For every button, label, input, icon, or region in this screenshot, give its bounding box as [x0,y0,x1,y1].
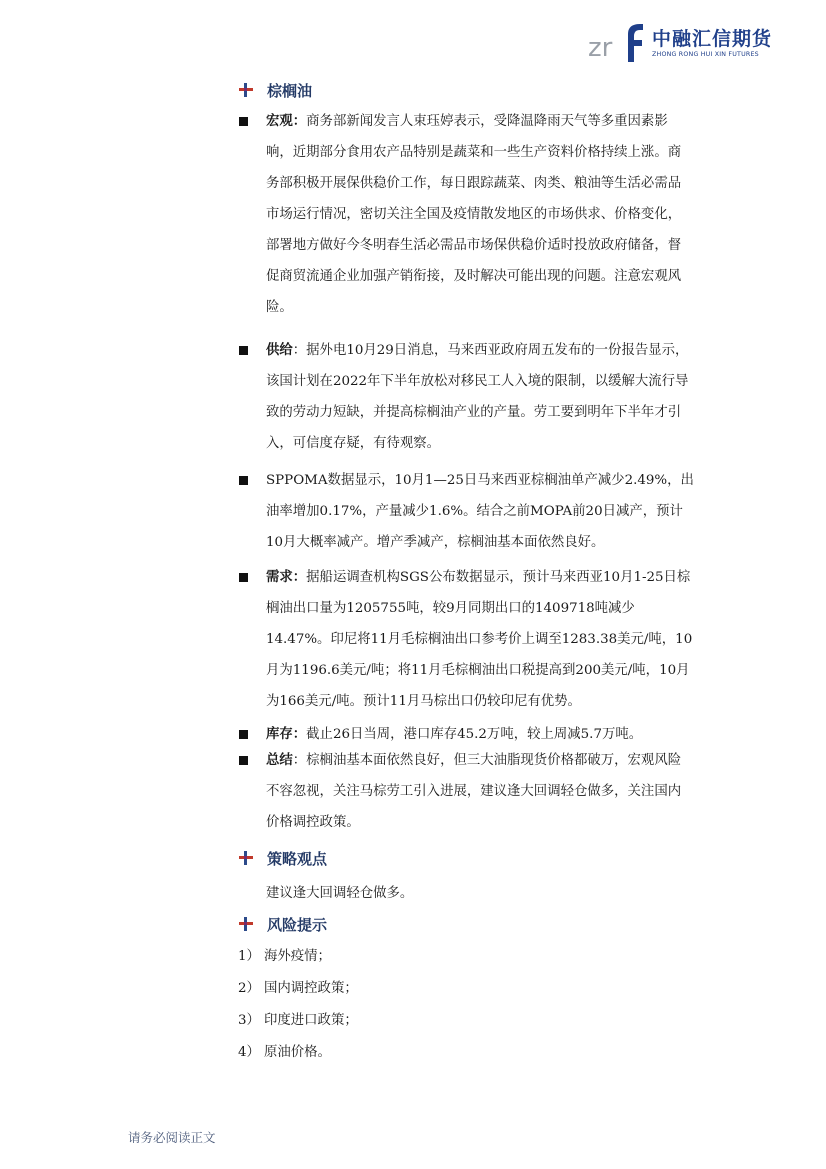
risk-item [238,1005,358,1036]
supply-text: ：据外电10月29日消息，马来西亚政府周五发布的一份报告显示，该国计划在2022年下半年放松对移民工人入境的限制，以缓解大流行导致的劳动力短缺，并提高棕榈油产业的产量。劳工要到明年下半年才引入，可信度存疑，有待观察。 [266,343,689,451]
svg-text:zr: zr [588,33,613,63]
section-title: 棕榈油 [267,81,313,100]
strategy-text: 建议逢大回调轻仓做多。 [266,886,414,901]
section-title: 策略观点 [267,849,328,868]
bullet-icon [239,730,248,739]
logo-cn-name: 中融汇信期货 [652,28,773,50]
section-marker-icon [238,850,254,866]
section-heading-risk [238,912,327,936]
summary-paragraph [266,745,694,838]
risk-item-number: 1） [238,949,260,964]
sppoma-paragraph [266,465,694,558]
demand-label: 需求： [266,570,307,585]
risk-item-text: 海外疫情； [264,949,331,964]
section-heading-strategy [238,846,327,870]
demand-text: 据船运调查机构SGS公布数据显示，预计马来西亚10月1-25日棕榈油出口量为1205755吨，较9月同期出口的1409718吨减少14.47%。印尼将11月毛棕榈油出口参考价上调至1283.38美元/吨，10月为1196.6美元/吨；将11月毛棕榈油出口税提高到200美元/吨，10月为166美元/吨。预计11月马棕出口仍较印尼有优势。 [266,570,693,709]
zrf-logo-icon [588,20,644,64]
bullet-icon [239,573,248,582]
section-marker-icon [238,82,254,98]
macro-text: 商务部新闻发言人束珏婷表示，受降温降雨天气等多重因素影响，近期部分食用农产品特别是蔬菜和一些生产资料价格持续上涨。商务部积极开展保供稳价工作，每日跟踪蔬菜、肉类、粮油等生活必需品市场运行情况，密切关注全国及疫情散发地区的市场供求、价格变化，部署地方做好今冬明春生活必需品市场保供稳价适时投放政府储备，督促商贸流通企业加强产销衔接，及时解决可能出现的问题。注意宏观风险。 [266,114,682,315]
risk-item [238,973,358,1004]
sppoma-text: SPPOMA数据显示，10月1—25日马来西亚棕榈油单产减少2.49%，出油率增加0.17%，产量减少1.6%。结合之前MOPA前20日减产，预计10月大概率减产。增产季减产，棕榈油基本面依然良好。 [266,473,694,550]
risk-item [238,1037,331,1068]
demand-paragraph [266,562,694,717]
risk-item-text: 国内调控政策； [264,981,358,996]
supply-paragraph [266,335,694,459]
risk-item-number: 4） [238,1045,260,1060]
risk-item-number: 3） [238,1013,260,1028]
bullet-icon [239,117,248,126]
macro-label: 宏观： [266,114,307,129]
bullet-icon [239,476,248,485]
summary-label: 总结 [266,753,293,768]
risk-item-text: 印度进口政策； [264,1013,358,1028]
bullet-icon [239,346,248,355]
risk-item [238,941,331,972]
bullet-icon [239,756,248,765]
stock-text: 截止26日当周，港口库存45.2万吨，较上周减5.7万吨。 [306,727,643,742]
section-title: 风险提示 [267,915,328,934]
company-logo [588,20,788,64]
supply-label: 供给 [266,343,293,358]
risk-item-number: 2） [238,981,260,996]
footer-note: 请务必阅读正文 [128,1130,216,1145]
risk-item-text: 原油价格。 [264,1045,331,1060]
section-heading-palm [238,78,312,102]
summary-text: ：棕榈油基本面依然良好，但三大油脂现货价格都破万，宏观风险不容忽视，关注马棕劳工引入进展，建议逢大回调轻仓做多，关注国内价格调控政策。 [266,753,682,830]
logo-en-name: ZHONG RONG HUI XIN FUTURES [652,51,759,58]
macro-paragraph [266,106,694,323]
section-marker-icon [238,916,254,932]
stock-label: 库存： [266,727,307,742]
